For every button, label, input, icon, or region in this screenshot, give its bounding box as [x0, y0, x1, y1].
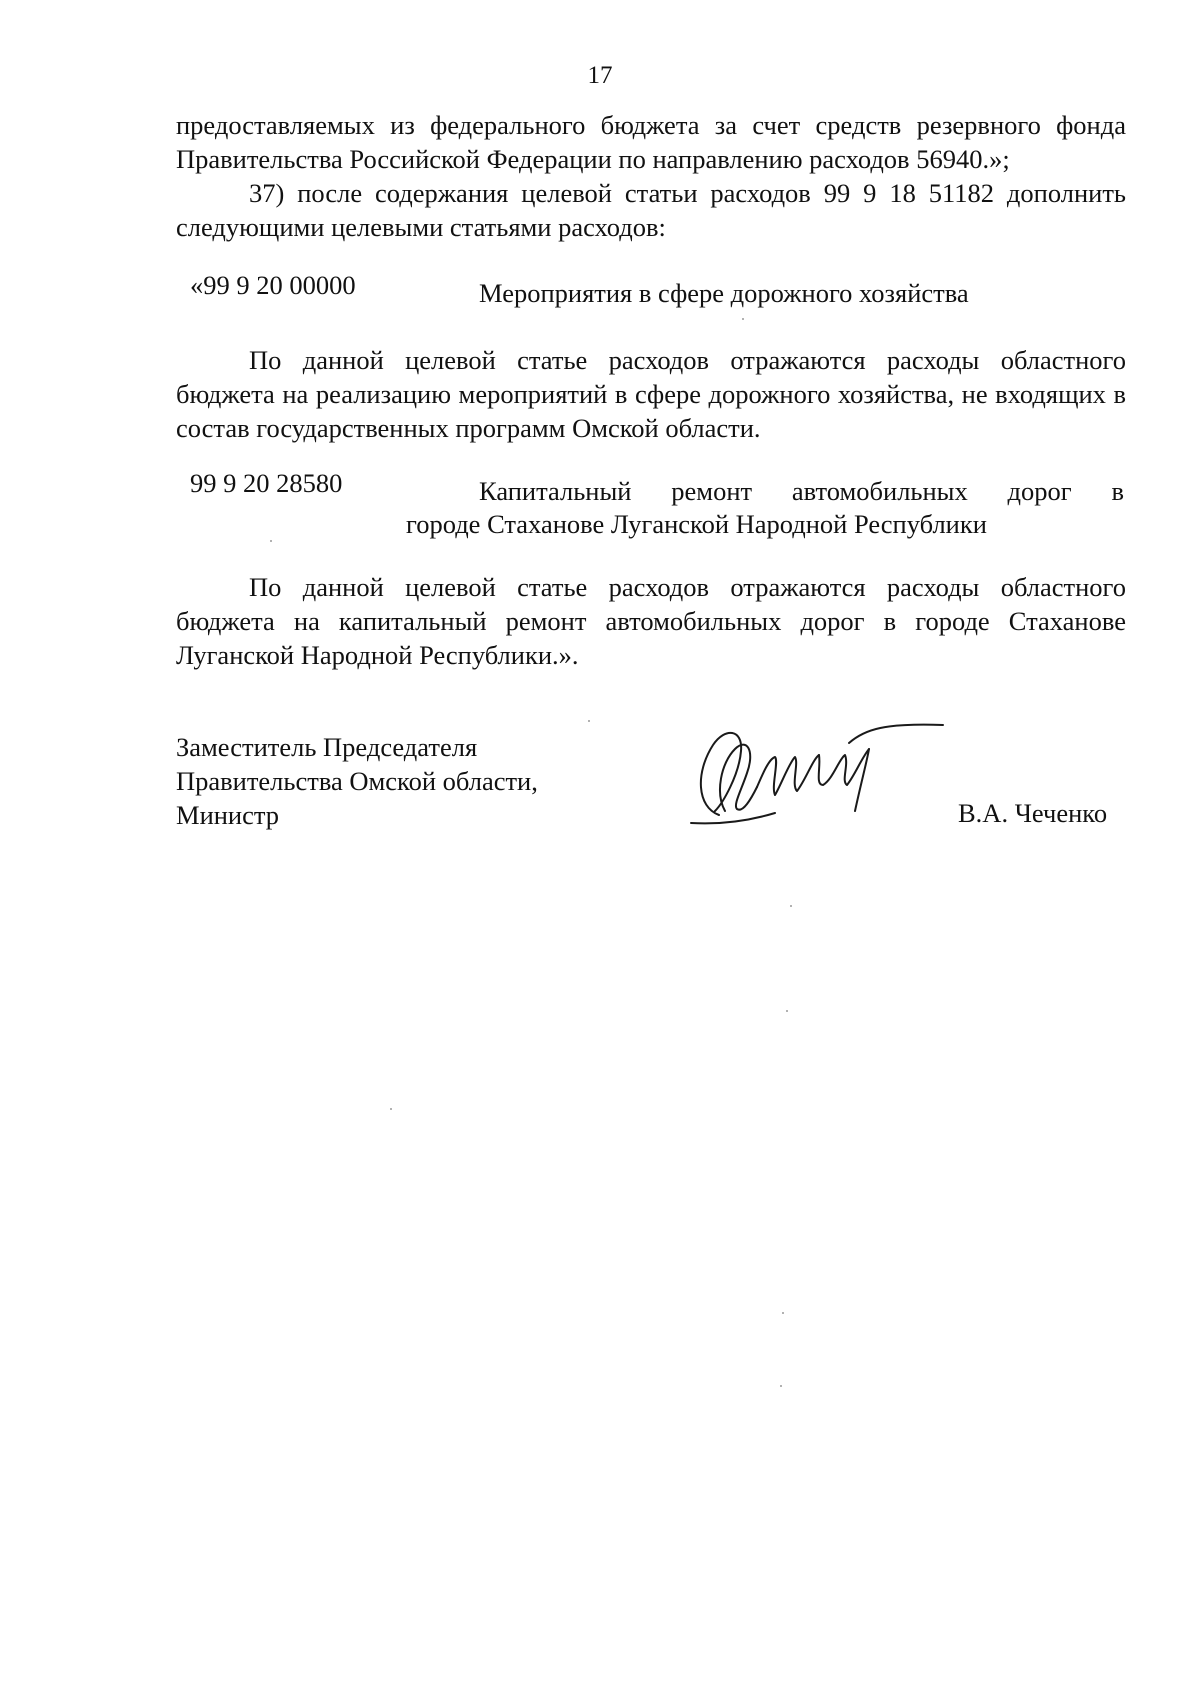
signatory-position-line1: Заместитель Председателя	[176, 732, 478, 762]
intro-paragraph: предоставляемых из федерального бюджета за счет средств резервного фонда Правительства Российской Федерации по направлению расходов 56940.»;	[176, 110, 1126, 174]
scan-speck	[588, 720, 590, 722]
article-2-name-line2: городе Стаханове Луганской Народной Республики	[406, 509, 987, 539]
scan-speck	[790, 905, 792, 907]
signatory-position-line3: Министр	[176, 800, 280, 830]
article-2-name-line1: Капитальный ремонт автомобильных дорог в	[479, 476, 1124, 506]
scan-speck	[270, 540, 272, 542]
item-37-paragraph: 37) после содержания целевой статьи расходов 99 9 18 51182 дополнить следующими целевыми статьями расходов:	[176, 178, 1126, 242]
article-1-code: «99 9 20 00000	[190, 270, 356, 300]
scan-speck	[742, 318, 744, 320]
scan-speck	[390, 1108, 392, 1110]
article-1-name: Мероприятия в сфере дорожного хозяйства	[479, 278, 969, 308]
handwritten-signature	[685, 715, 950, 830]
signatory-name: В.А. Чеченко	[958, 798, 1108, 828]
signatory-position-line2: Правительства Омской области,	[176, 766, 538, 796]
signatory-position	[176, 730, 538, 832]
article-2-description: По данной целевой статье расходов отражаются расходы областного бюджета на капитальный ремонт автомобильных дорог в городе Стаханове Луганской Народной Республики.».	[176, 572, 1126, 670]
scan-speck	[780, 1385, 782, 1387]
page-number: 17	[587, 62, 613, 89]
article-2-code: 99 9 20 28580	[190, 468, 343, 498]
scan-speck	[782, 1312, 784, 1314]
article-1-description: По данной целевой статье расходов отражаются расходы областного бюджета на реализацию мероприятий в сфере дорожного хозяйства, не входящих в состав государственных программ Омской области.	[176, 345, 1126, 443]
scan-speck	[786, 1010, 788, 1012]
